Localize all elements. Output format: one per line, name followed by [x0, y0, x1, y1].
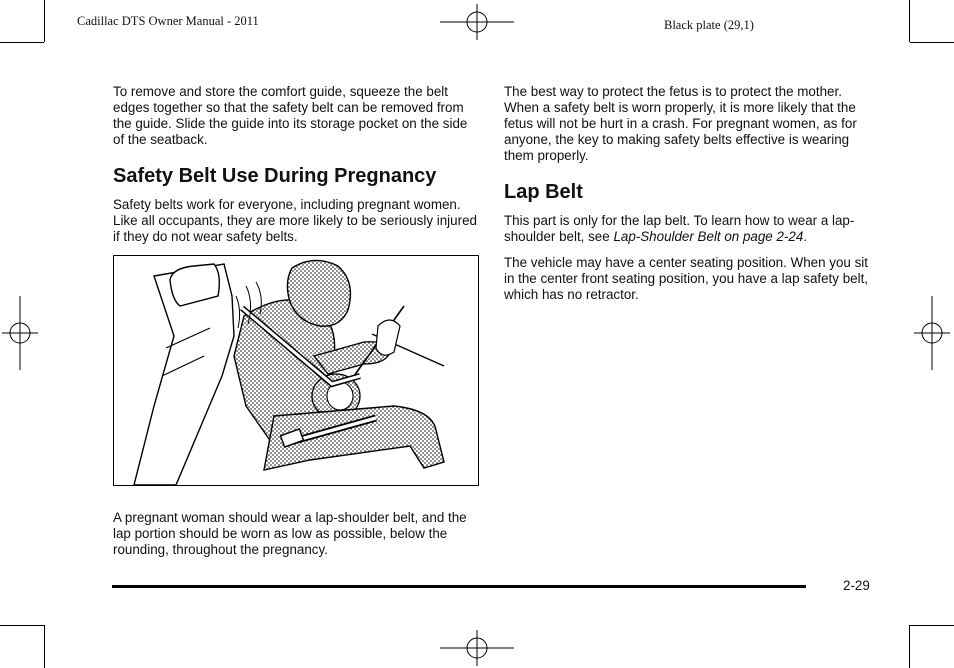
- crop-mark: [909, 0, 910, 42]
- registration-mark-icon: [914, 296, 950, 370]
- crop-mark: [909, 625, 910, 668]
- crop-mark: [44, 0, 45, 42]
- pregnant-woman-illustration: [113, 255, 479, 486]
- page-number: 2-29: [843, 578, 870, 593]
- left-column: [113, 84, 481, 568]
- seated-pregnant-woman-icon: [114, 256, 478, 485]
- crop-mark: [910, 42, 954, 43]
- footer-rule: [112, 585, 806, 588]
- registration-mark-icon: [440, 4, 514, 40]
- plate-label: Black plate (29,1): [664, 18, 754, 32]
- pregnancy-paragraph: Safety belts work for everyone, including pregnant women. Like all occupants, they are more likely to be seriously injured if they do not wear safety belts.: [113, 197, 477, 244]
- comfort-guide-paragraph: To remove and store the comfort guide, squeeze the belt edges together so that the safety belt can be removed from the guide. Slide the guide into its storage pocket on the side of the seatback.: [113, 84, 468, 147]
- manual-title: Cadillac DTS Owner Manual - 2011: [77, 14, 259, 28]
- registration-mark-icon: [2, 296, 38, 370]
- registration-mark-icon: [440, 630, 514, 666]
- pregnancy-section-heading: Safety Belt Use During Pregnancy: [113, 165, 437, 187]
- crop-mark: [0, 625, 44, 626]
- lap-belt-text: This part is only for the lap belt. To learn how to wear a lap-shoulder belt, see: [504, 213, 855, 244]
- lap-shoulder-belt-reference-link[interactable]: Lap-Shoulder Belt on page 2-24: [613, 229, 804, 244]
- fetus-paragraph: The best way to protect the fetus is to protect the mother. When a safety belt is worn properly, it is more likely that the fetus will not be hurt in a crash. For pregnant women, as for anyone, the key to making safety belts effective is wearing them properly.: [504, 84, 857, 163]
- lap-belt-paragraph: [504, 213, 868, 245]
- figure-caption: A pregnant woman should wear a lap-shoulder belt, and the lap portion should be worn as low as possible, below the rounding, throughout the pregnancy.: [113, 510, 467, 557]
- lap-belt-text-end: .: [803, 229, 808, 244]
- right-column: [504, 84, 868, 313]
- lap-belt-heading: Lap Belt: [504, 181, 583, 203]
- crop-mark: [0, 42, 44, 43]
- crop-mark: [44, 625, 45, 668]
- center-seat-paragraph: The vehicle may have a center seating position. When you sit in the center front seating position, you have a lap safety belt, which has no retractor.: [504, 255, 869, 302]
- crop-mark: [910, 625, 954, 626]
